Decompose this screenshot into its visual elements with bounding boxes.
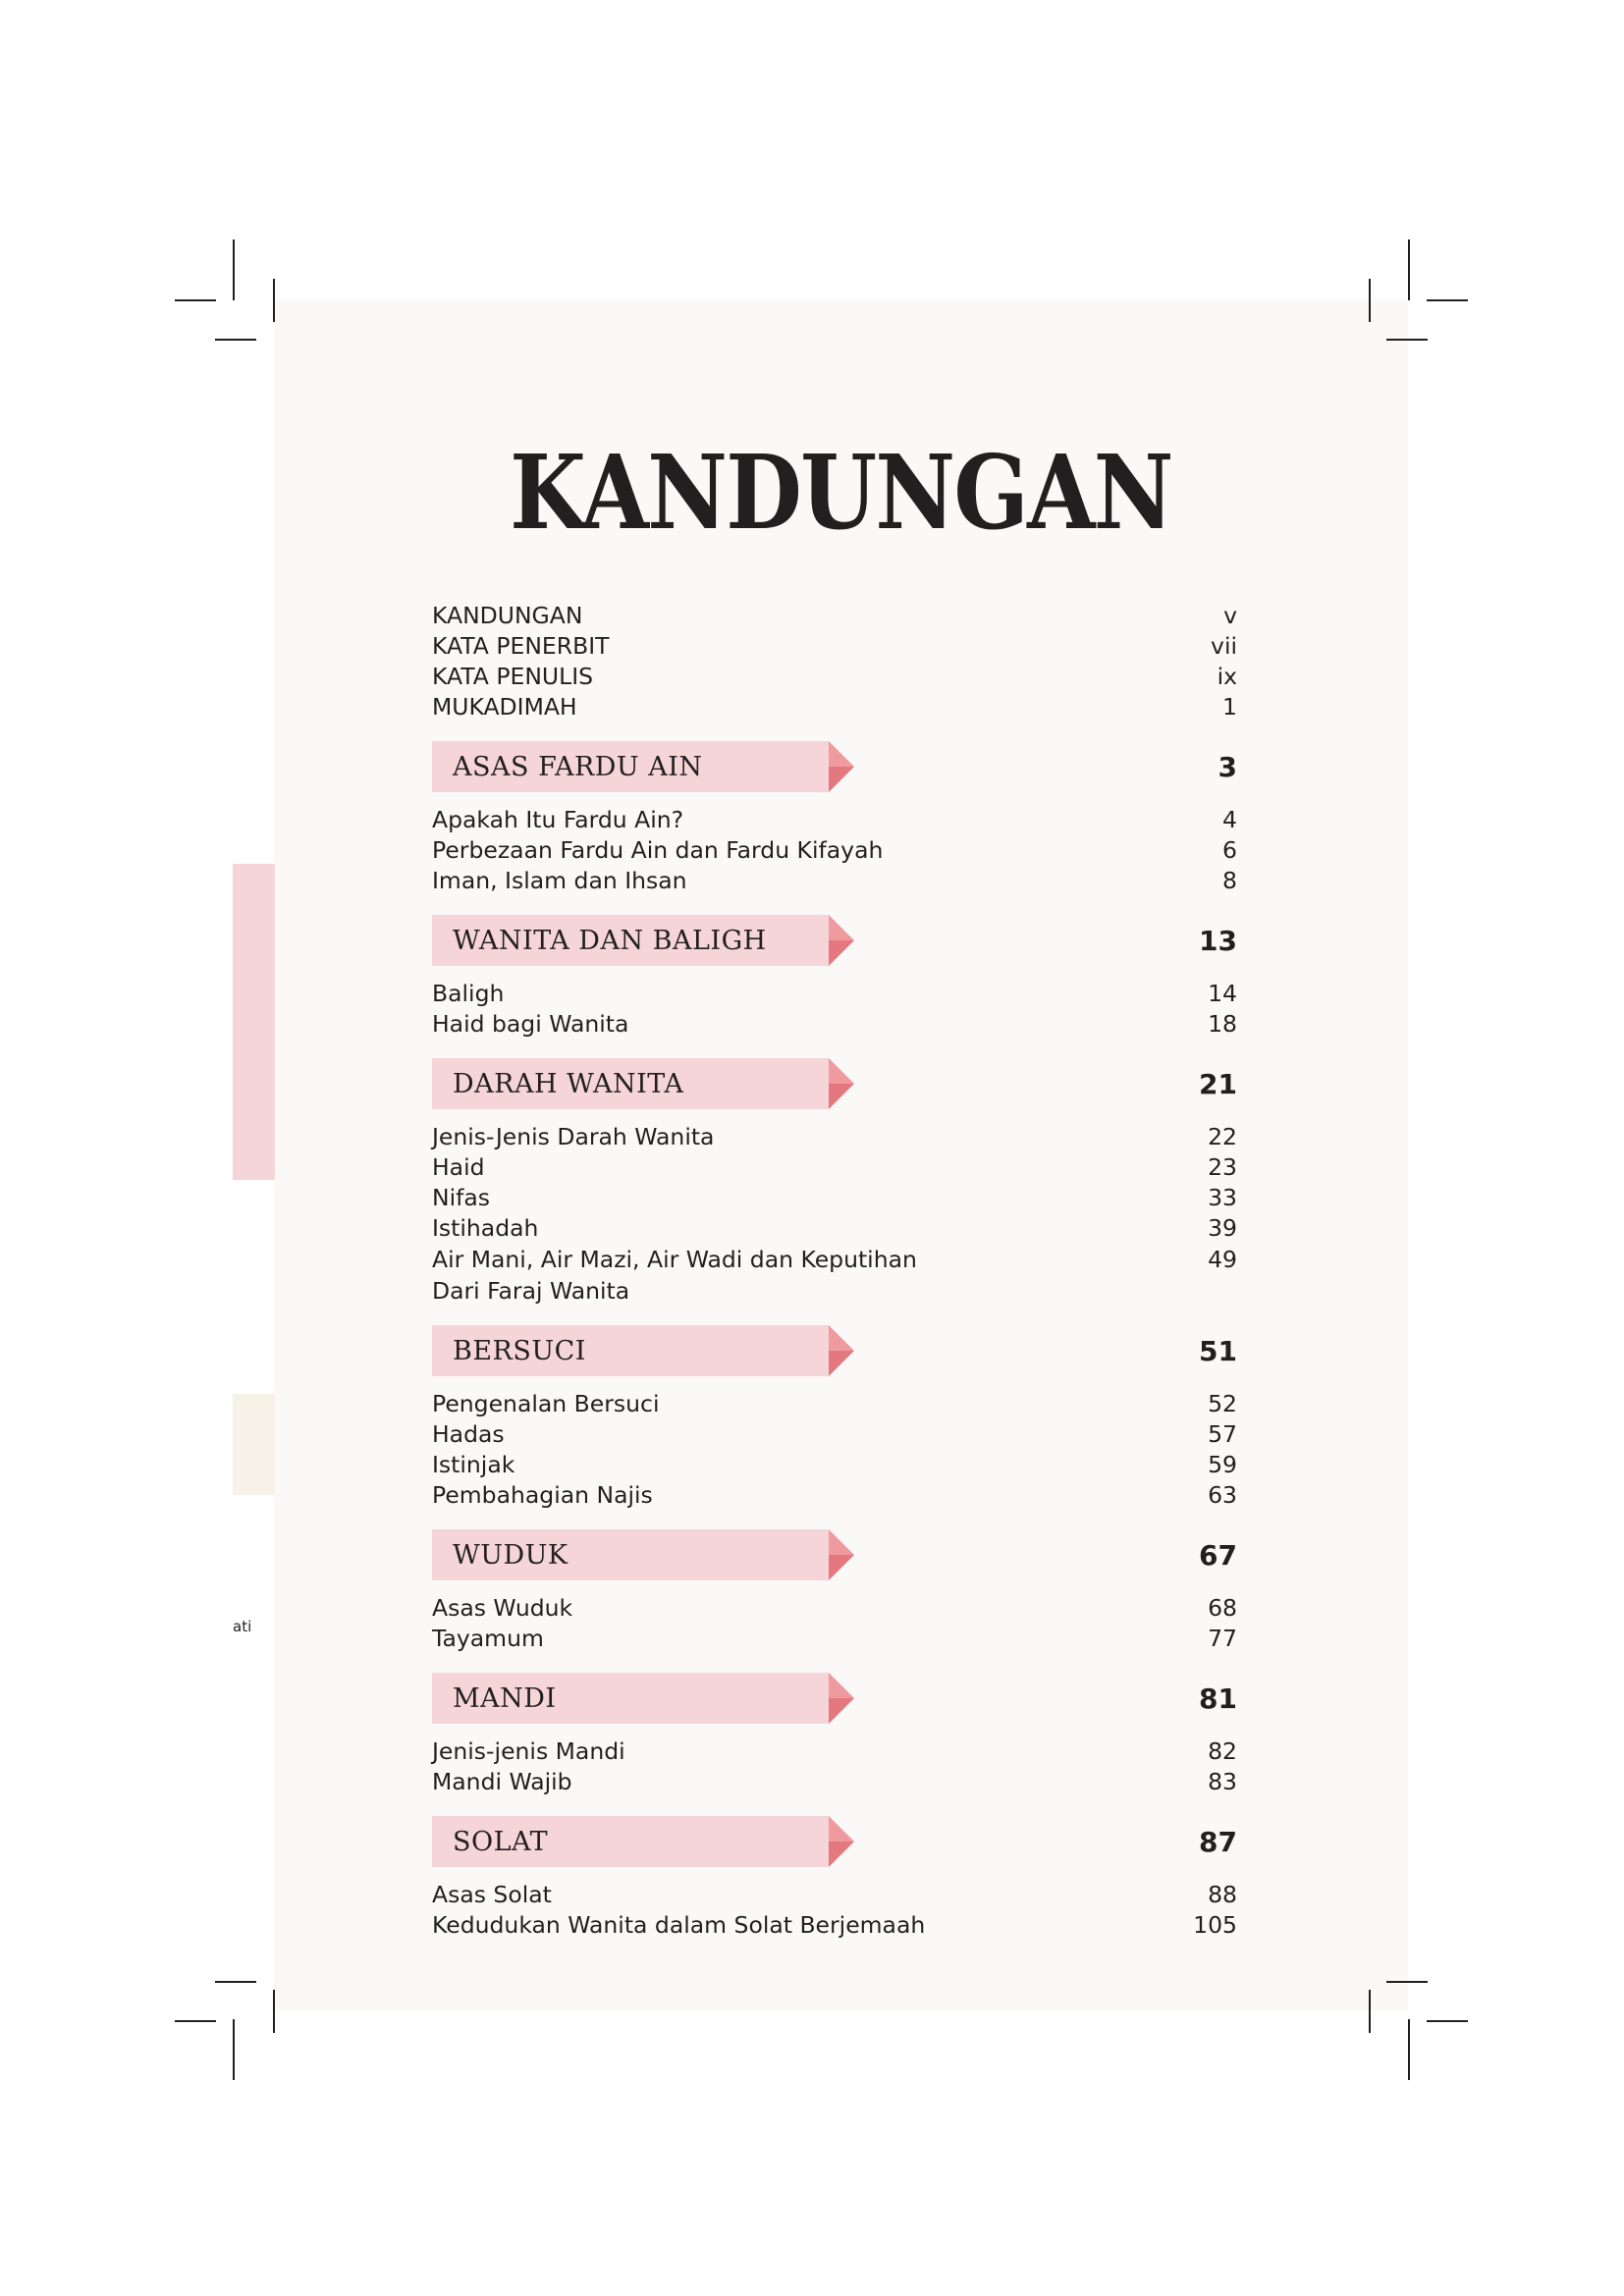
toc-entry-label: Iman, Islam dan Ihsan (432, 867, 687, 894)
chapter-section (432, 1058, 1237, 1307)
toc-entry-label: KATA PENERBIT (432, 632, 610, 660)
chapter-title: WANITA DAN BALIGH (453, 926, 767, 956)
chapter-page-number: 13 (1199, 925, 1237, 957)
chapter-title: WUDUK (453, 1540, 568, 1571)
toc-entry-label: Mandi Wajib (432, 1768, 572, 1795)
toc-entry (432, 601, 1237, 631)
toc-entry (432, 1122, 1237, 1152)
toc-entry-page: 4 (1222, 806, 1237, 833)
chapter-heading (432, 1529, 1237, 1586)
banner-arrow-top (829, 741, 854, 767)
chapter-page-number: 67 (1199, 1539, 1237, 1572)
toc-entry (432, 692, 1237, 722)
toc-entry (432, 1389, 1237, 1419)
banner-arrow-top (829, 1058, 854, 1084)
side-color-strip-cream (233, 1394, 275, 1495)
toc-entry-page: 14 (1208, 980, 1237, 1007)
toc-entry-page: ix (1217, 663, 1237, 690)
chapter-page-number: 21 (1199, 1068, 1237, 1100)
toc-entry-label: KATA PENULIS (432, 663, 594, 690)
chapter-heading (432, 1816, 1237, 1873)
toc-entry (432, 866, 1237, 896)
chapter-section (432, 1673, 1237, 1797)
toc-entry-page: 59 (1208, 1451, 1237, 1478)
chapter-title: SOLAT (453, 1827, 549, 1857)
toc-entry-label: Istihadah (432, 1214, 539, 1242)
toc-entry-label: Hadas (432, 1420, 505, 1448)
banner-arrow-bottom (829, 940, 854, 966)
toc-entry (432, 1183, 1237, 1213)
toc-entry-page: 83 (1208, 1768, 1237, 1795)
toc-entry (432, 1593, 1237, 1624)
chapter-section (432, 741, 1237, 896)
banner-arrow-bottom (829, 1084, 854, 1109)
toc-entry-page: 6 (1222, 836, 1237, 864)
toc-entry-page: 57 (1208, 1420, 1237, 1448)
toc-entry-label: Haid (432, 1153, 485, 1181)
toc-entry (432, 835, 1237, 866)
toc-entry-label: Perbezaan Fardu Ain dan Fardu Kifayah (432, 836, 884, 864)
banner-arrow-bottom (829, 1842, 854, 1867)
toc-entry-label: Istinjak (432, 1451, 515, 1478)
chapter-title: DARAH WANITA (453, 1069, 684, 1099)
chapter-title: MANDI (453, 1683, 557, 1714)
banner-arrow-bottom (829, 1351, 854, 1376)
toc-entry-page: 88 (1208, 1881, 1237, 1908)
toc-entry-label: Baligh (432, 980, 505, 1007)
toc-entry-label: Asas Wuduk (432, 1594, 573, 1622)
toc-entry-label: Haid bagi Wanita (432, 1010, 629, 1038)
toc-entry-label: Tayamum (432, 1625, 544, 1652)
toc-entry (432, 1910, 1237, 1941)
toc-entry (432, 1480, 1237, 1511)
toc-entry-page: 49 (1208, 1246, 1237, 1273)
toc-entry-label: Apakah Itu Fardu Ain? (432, 806, 684, 833)
chapter-heading (432, 741, 1237, 798)
toc-entry-label: Jenis-jenis Mandi (432, 1737, 625, 1765)
chapter-title: BERSUCI (453, 1336, 586, 1366)
toc-entry-label: Pembahagian Najis (432, 1481, 653, 1509)
toc-entry-page: 18 (1208, 1010, 1237, 1038)
side-margin-text: ati (233, 1618, 252, 1635)
toc-entry (432, 1450, 1237, 1480)
toc-entry (432, 1767, 1237, 1797)
page-title: KANDUNGAN (510, 432, 1172, 553)
toc-entry-page: 63 (1208, 1481, 1237, 1509)
front-matter-list (432, 601, 1237, 722)
banner-arrow-bottom (829, 767, 854, 792)
table-of-contents (432, 601, 1237, 1941)
toc-entry-label: Air Mani, Air Mazi, Air Wadi dan Keputihan Dari Faraj Wanita (432, 1246, 917, 1305)
toc-entry-label: Asas Solat (432, 1881, 552, 1908)
chapter-section (432, 915, 1237, 1040)
toc-entry (432, 1880, 1237, 1910)
toc-entry-page: 77 (1208, 1625, 1237, 1652)
chapter-page-number: 81 (1199, 1682, 1237, 1715)
toc-entry (432, 1624, 1237, 1654)
banner-arrow-top (829, 1325, 854, 1351)
chapter-title: ASAS FARDU AIN (453, 752, 703, 782)
toc-entry-label: Kedudukan Wanita dalam Solat Berjemaah (432, 1911, 926, 1939)
toc-entry-label: Nifas (432, 1184, 491, 1211)
toc-entry-label: KANDUNGAN (432, 602, 583, 629)
banner-arrow-top (829, 1529, 854, 1555)
toc-entry (432, 1009, 1237, 1040)
chapter-section (432, 1816, 1237, 1941)
toc-entry (432, 1419, 1237, 1450)
toc-entry (432, 979, 1237, 1009)
toc-entry-label: MUKADIMAH (432, 693, 577, 721)
banner-arrow-top (829, 1673, 854, 1698)
toc-entry-page: 33 (1208, 1184, 1237, 1211)
toc-entry-label: Pengenalan Bersuci (432, 1390, 660, 1417)
banner-arrow-bottom (829, 1698, 854, 1724)
toc-entry (432, 1213, 1237, 1244)
banner-arrow-bottom (829, 1555, 854, 1580)
chapter-heading (432, 1673, 1237, 1730)
chapter-section (432, 1529, 1237, 1654)
chapter-heading (432, 1058, 1237, 1115)
toc-entry (432, 631, 1237, 662)
toc-entry-page: 22 (1208, 1123, 1237, 1150)
toc-entry-page: 52 (1208, 1390, 1237, 1417)
banner-arrow-top (829, 1816, 854, 1842)
toc-entry (432, 1736, 1237, 1767)
chapter-heading (432, 1325, 1237, 1382)
side-color-strip-pink (233, 864, 275, 1180)
toc-entry-page: 105 (1193, 1911, 1237, 1939)
toc-entry (432, 1152, 1237, 1183)
toc-entry (432, 805, 1237, 835)
chapter-heading (432, 915, 1237, 972)
chapter-page-number: 51 (1199, 1335, 1237, 1367)
toc-entry-page: 23 (1208, 1153, 1237, 1181)
toc-entry-page: 82 (1208, 1737, 1237, 1765)
toc-entry-label: Jenis-Jenis Darah Wanita (432, 1123, 715, 1150)
banner-arrow-top (829, 915, 854, 940)
chapter-page-number: 3 (1218, 751, 1237, 783)
toc-entry-page: 8 (1222, 867, 1237, 894)
toc-entry-page: vii (1211, 632, 1237, 660)
toc-entry (432, 1244, 1237, 1307)
toc-entry-page: 68 (1208, 1594, 1237, 1622)
toc-entry-page: 39 (1208, 1214, 1237, 1242)
toc-entry-page: v (1223, 602, 1237, 629)
chapter-page-number: 87 (1199, 1826, 1237, 1858)
toc-entry (432, 662, 1237, 692)
chapter-section (432, 1325, 1237, 1511)
toc-entry-page: 1 (1222, 693, 1237, 721)
